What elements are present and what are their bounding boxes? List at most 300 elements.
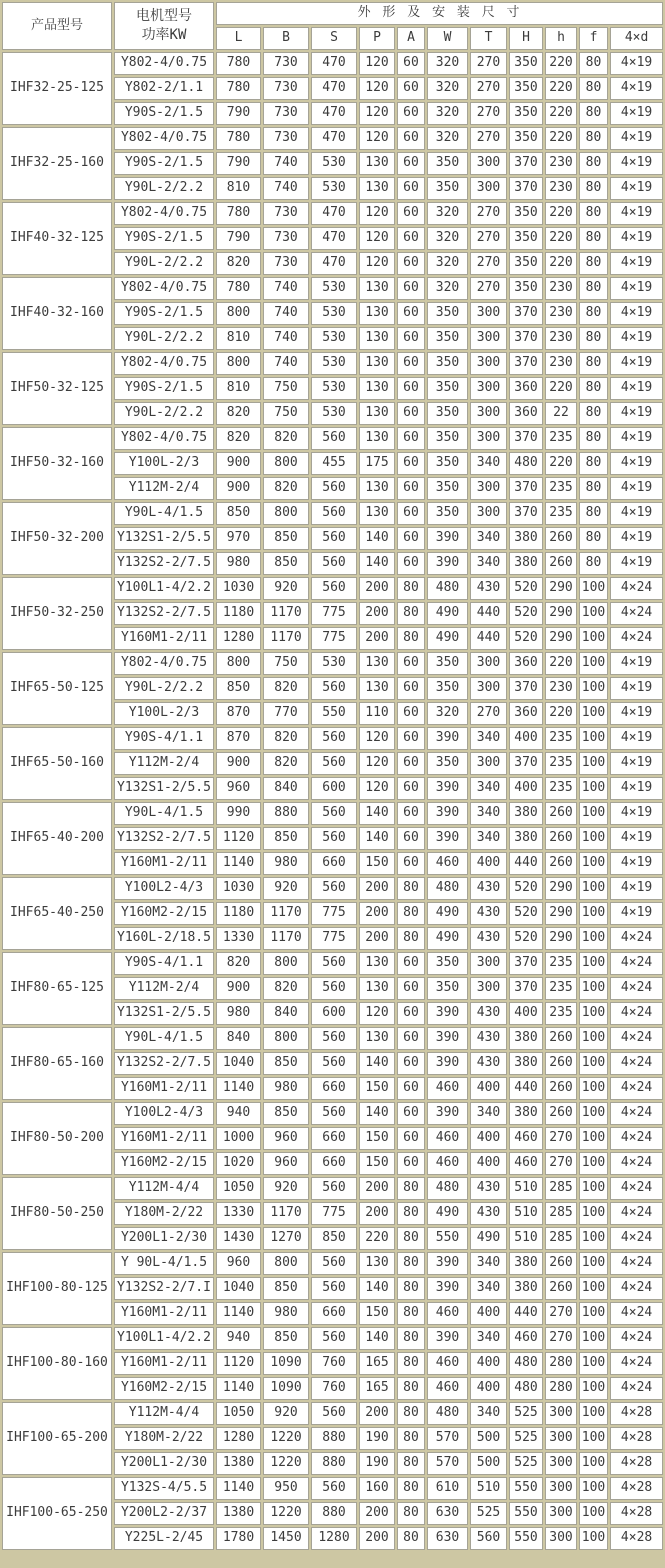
dim-value-cell: 920	[263, 577, 309, 600]
dim-value-cell: 390	[427, 1252, 468, 1275]
dim-value-cell: 150	[359, 1077, 395, 1100]
dim-value-cell: 100	[579, 1127, 608, 1150]
dim-value-cell: 810	[216, 327, 261, 350]
dim-value-cell: 1050	[216, 1177, 261, 1200]
dim-value-cell: 80	[579, 202, 608, 225]
motor-model-cell: Y 90L-4/1.5	[114, 1252, 214, 1275]
dim-value-cell: 80	[579, 352, 608, 375]
dim-value-cell: 235	[545, 777, 577, 800]
dim-value-cell: 4×19	[610, 77, 663, 100]
dim-value-cell: 220	[545, 102, 577, 125]
dim-value-cell: 200	[359, 902, 395, 925]
dim-value-cell: 350	[427, 952, 468, 975]
dim-value-cell: 950	[263, 1477, 309, 1500]
dim-value-cell: 100	[579, 1377, 608, 1400]
dim-value-cell: 380	[509, 1102, 543, 1125]
dim-value-cell: 550	[311, 702, 357, 725]
dim-value-cell: 4×19	[610, 402, 663, 425]
dim-value-cell: 980	[263, 1077, 309, 1100]
motor-model-cell: Y802-4/0.75	[114, 352, 214, 375]
dim-value-cell: 300	[470, 652, 507, 675]
dim-value-cell: 530	[311, 277, 357, 300]
dim-value-cell: 350	[509, 277, 543, 300]
dim-value-cell: 300	[470, 752, 507, 775]
dim-value-cell: 100	[579, 877, 608, 900]
dim-value-cell: 660	[311, 1127, 357, 1150]
dim-value-cell: 60	[397, 677, 425, 700]
dim-value-cell: 4×24	[610, 1102, 663, 1125]
dim-value-cell: 390	[427, 727, 468, 750]
dim-value-cell: 4×24	[610, 1302, 663, 1325]
dim-value-cell: 60	[397, 1077, 425, 1100]
dim-value-cell: 120	[359, 227, 395, 250]
dim-value-cell: 300	[470, 177, 507, 200]
dim-value-cell: 80	[397, 602, 425, 625]
dim-value-cell: 340	[470, 1327, 507, 1350]
dim-value-cell: 4×24	[610, 1227, 663, 1250]
motor-model-cell: Y90S-2/1.5	[114, 377, 214, 400]
dim-value-cell: 80	[579, 527, 608, 550]
dim-value-cell: 100	[579, 1152, 608, 1175]
table-row	[2, 52, 663, 75]
dim-value-cell: 370	[509, 177, 543, 200]
dim-value-cell: 300	[470, 327, 507, 350]
dim-value-cell: 340	[470, 777, 507, 800]
dim-value-cell: 490	[427, 902, 468, 925]
dim-value-cell: 470	[311, 227, 357, 250]
dim-value-cell: 1140	[216, 852, 261, 875]
dim-value-cell: 100	[579, 727, 608, 750]
dim-value-cell: 400	[470, 1077, 507, 1100]
dim-value-cell: 80	[579, 102, 608, 125]
dim-value-cell: 4×19	[610, 752, 663, 775]
motor-model-cell: Y160M1-2/11	[114, 1352, 214, 1375]
dim-value-cell: 1140	[216, 1302, 261, 1325]
dim-value-cell: 60	[397, 777, 425, 800]
dim-value-cell: 60	[397, 127, 425, 150]
dim-value-cell: 840	[263, 777, 309, 800]
dim-value-cell: 370	[509, 977, 543, 1000]
dim-value-cell: 520	[509, 927, 543, 950]
dim-value-cell: 560	[311, 502, 357, 525]
dim-value-cell: 525	[509, 1402, 543, 1425]
dim-value-cell: 390	[427, 1277, 468, 1300]
dim-value-cell: 360	[509, 377, 543, 400]
dim-value-cell: 1040	[216, 1277, 261, 1300]
motor-model-cell: Y90L-2/2.2	[114, 402, 214, 425]
dim-value-cell: 80	[579, 302, 608, 325]
motor-model-cell: Y180M-2/22	[114, 1427, 214, 1450]
dim-value-cell: 1180	[216, 602, 261, 625]
dim-value-cell: 80	[397, 1277, 425, 1300]
dim-value-cell: 220	[545, 377, 577, 400]
product-model-cell: IHF100-80-160	[2, 1327, 112, 1400]
dim-value-cell: 400	[470, 1152, 507, 1175]
dim-value-cell: 390	[427, 1052, 468, 1075]
dim-value-cell: 4×24	[610, 927, 663, 950]
dim-value-cell: 120	[359, 252, 395, 275]
dim-value-cell: 460	[427, 1077, 468, 1100]
dim-value-cell: 130	[359, 427, 395, 450]
dim-value-cell: 775	[311, 927, 357, 950]
dim-value-cell: 1280	[216, 627, 261, 650]
dim-value-cell: 290	[545, 577, 577, 600]
dim-value-cell: 970	[216, 527, 261, 550]
dim-value-cell: 350	[509, 252, 543, 275]
dim-value-cell: 60	[397, 652, 425, 675]
motor-model-cell: Y90S-2/1.5	[114, 227, 214, 250]
dim-value-cell: 140	[359, 827, 395, 850]
dim-value-cell: 790	[216, 102, 261, 125]
dim-value-cell: 1780	[216, 1527, 261, 1550]
dim-value-cell: 820	[216, 252, 261, 275]
dim-value-cell: 4×19	[610, 902, 663, 925]
dim-value-cell: 480	[427, 1177, 468, 1200]
dim-value-cell: 460	[509, 1127, 543, 1150]
dim-value-cell: 4×24	[610, 1352, 663, 1375]
dim-value-cell: 80	[397, 1452, 425, 1475]
dim-value-cell: 130	[359, 402, 395, 425]
dim-value-cell: 800	[263, 452, 309, 475]
dim-value-cell: 730	[263, 77, 309, 100]
dim-value-cell: 4×19	[610, 477, 663, 500]
dim-value-cell: 560	[311, 527, 357, 550]
dim-value-cell: 430	[470, 902, 507, 925]
dim-value-cell: 300	[545, 1502, 577, 1525]
table-row	[2, 1402, 663, 1425]
dim-value-cell: 350	[509, 77, 543, 100]
dim-value-cell: 60	[397, 702, 425, 725]
dim-value-cell: 220	[545, 252, 577, 275]
dim-value-cell: 300	[470, 427, 507, 450]
dim-value-cell: 340	[470, 452, 507, 475]
dim-value-cell: 100	[579, 577, 608, 600]
dim-value-cell: 1050	[216, 1402, 261, 1425]
dim-value-cell: 4×19	[610, 177, 663, 200]
dim-value-cell: 730	[263, 52, 309, 75]
dim-value-cell: 800	[216, 352, 261, 375]
dim-value-cell: 550	[509, 1527, 543, 1550]
dim-value-cell: 400	[470, 1302, 507, 1325]
dim-value-cell: 940	[216, 1327, 261, 1350]
dim-value-cell: 990	[216, 802, 261, 825]
dim-value-cell: 370	[509, 952, 543, 975]
dim-value-cell: 320	[427, 102, 468, 125]
dim-value-cell: 350	[427, 752, 468, 775]
dim-value-cell: 220	[545, 652, 577, 675]
dim-value-cell: 560	[311, 1102, 357, 1125]
dim-value-cell: 470	[311, 52, 357, 75]
dim-value-cell: 220	[545, 702, 577, 725]
dim-value-cell: 730	[263, 127, 309, 150]
product-model-cell: IHF80-65-160	[2, 1027, 112, 1100]
dim-value-cell: 100	[579, 1277, 608, 1300]
table-row	[2, 952, 663, 975]
dim-value-cell: 740	[263, 277, 309, 300]
table-header	[2, 2, 663, 50]
dim-value-cell: 1140	[216, 1077, 261, 1100]
dim-value-cell: 270	[470, 52, 507, 75]
dim-value-cell: 80	[397, 1227, 425, 1250]
dim-value-cell: 840	[216, 1027, 261, 1050]
dim-value-cell: 4×19	[610, 227, 663, 250]
dim-value-cell: 80	[397, 877, 425, 900]
dim-value-cell: 350	[509, 202, 543, 225]
dim-value-cell: 4×19	[610, 652, 663, 675]
header-dim-P: P	[359, 27, 395, 50]
dim-value-cell: 220	[545, 202, 577, 225]
dim-value-cell: 100	[579, 977, 608, 1000]
dim-value-cell: 4×19	[610, 802, 663, 825]
dim-value-cell: 380	[509, 1052, 543, 1075]
dim-value-cell: 820	[263, 977, 309, 1000]
dim-value-cell: 880	[263, 802, 309, 825]
dim-value-cell: 150	[359, 1127, 395, 1150]
dim-value-cell: 320	[427, 52, 468, 75]
dim-value-cell: 390	[427, 527, 468, 550]
dim-value-cell: 100	[579, 902, 608, 925]
dim-value-cell: 750	[263, 377, 309, 400]
dim-value-cell: 200	[359, 1502, 395, 1525]
dim-value-cell: 790	[216, 152, 261, 175]
dim-value-cell: 350	[427, 977, 468, 1000]
motor-model-cell: Y132S2-2/7.5	[114, 552, 214, 575]
dim-value-cell: 1090	[263, 1352, 309, 1375]
dim-value-cell: 100	[579, 1102, 608, 1125]
dim-value-cell: 820	[216, 427, 261, 450]
dim-value-cell: 100	[579, 1077, 608, 1100]
dim-value-cell: 600	[311, 777, 357, 800]
dim-value-cell: 370	[509, 502, 543, 525]
table-row	[2, 877, 663, 900]
dim-value-cell: 370	[509, 352, 543, 375]
dim-value-cell: 300	[470, 977, 507, 1000]
dim-value-cell: 340	[470, 1402, 507, 1425]
dim-value-cell: 235	[545, 977, 577, 1000]
dim-value-cell: 560	[311, 677, 357, 700]
dim-value-cell: 480	[509, 1352, 543, 1375]
dim-value-cell: 100	[579, 827, 608, 850]
dim-value-cell: 4×28	[610, 1452, 663, 1475]
dim-value-cell: 340	[470, 802, 507, 825]
dim-value-cell: 850	[263, 827, 309, 850]
dim-value-cell: 270	[470, 202, 507, 225]
dim-value-cell: 480	[427, 577, 468, 600]
dim-value-cell: 350	[427, 452, 468, 475]
dim-value-cell: 1380	[216, 1502, 261, 1525]
dim-value-cell: 800	[263, 502, 309, 525]
header-motor-line2: 功率KW	[141, 27, 187, 43]
dim-value-cell: 870	[216, 727, 261, 750]
dim-value-cell: 850	[216, 677, 261, 700]
dim-value-cell: 290	[545, 927, 577, 950]
dim-value-cell: 350	[509, 52, 543, 75]
dim-value-cell: 370	[509, 427, 543, 450]
dim-value-cell: 4×19	[610, 377, 663, 400]
dim-value-cell: 200	[359, 1402, 395, 1425]
dim-value-cell: 60	[397, 52, 425, 75]
dim-value-cell: 560	[311, 552, 357, 575]
dim-value-cell: 1280	[216, 1427, 261, 1450]
dim-value-cell: 285	[545, 1202, 577, 1225]
dim-value-cell: 370	[509, 752, 543, 775]
dim-value-cell: 80	[397, 1302, 425, 1325]
dim-value-cell: 455	[311, 452, 357, 475]
dim-value-cell: 1450	[263, 1527, 309, 1550]
dim-value-cell: 370	[509, 302, 543, 325]
dim-value-cell: 1090	[263, 1377, 309, 1400]
dim-value-cell: 4×24	[610, 952, 663, 975]
motor-model-cell: Y112M-2/4	[114, 977, 214, 1000]
dim-value-cell: 80	[579, 177, 608, 200]
dim-value-cell: 780	[216, 127, 261, 150]
dim-value-cell: 4×19	[610, 277, 663, 300]
dim-value-cell: 390	[427, 777, 468, 800]
dim-value-cell: 220	[545, 127, 577, 150]
dim-value-cell: 100	[579, 1452, 608, 1475]
dim-value-cell: 980	[216, 552, 261, 575]
dim-value-cell: 60	[397, 202, 425, 225]
dim-value-cell: 400	[509, 777, 543, 800]
dim-value-cell: 820	[263, 677, 309, 700]
table-row	[2, 427, 663, 450]
dim-value-cell: 350	[427, 477, 468, 500]
dim-value-cell: 80	[579, 77, 608, 100]
product-model-cell: IHF65-50-125	[2, 652, 112, 725]
dim-value-cell: 340	[470, 827, 507, 850]
dim-value-cell: 980	[263, 1302, 309, 1325]
header-dim-W: W	[427, 27, 468, 50]
dim-value-cell: 260	[545, 852, 577, 875]
dim-value-cell: 560	[311, 1027, 357, 1050]
dim-value-cell: 320	[427, 77, 468, 100]
dim-value-cell: 380	[509, 552, 543, 575]
dim-value-cell: 900	[216, 477, 261, 500]
dim-value-cell: 230	[545, 327, 577, 350]
dim-value-cell: 460	[509, 1152, 543, 1175]
dim-value-cell: 400	[470, 852, 507, 875]
motor-model-cell: Y112M-2/4	[114, 477, 214, 500]
dim-value-cell: 285	[545, 1227, 577, 1250]
dim-value-cell: 360	[509, 702, 543, 725]
motor-model-cell: Y200L1-2/30	[114, 1227, 214, 1250]
dim-value-cell: 1170	[263, 627, 309, 650]
motor-model-cell: Y90L-2/2.2	[114, 252, 214, 275]
dim-value-cell: 235	[545, 1002, 577, 1025]
dim-value-cell: 350	[427, 352, 468, 375]
dim-value-cell: 470	[311, 102, 357, 125]
dim-value-cell: 560	[311, 1177, 357, 1200]
dim-value-cell: 960	[216, 1252, 261, 1275]
header-row-top	[2, 2, 663, 25]
dim-value-cell: 140	[359, 1327, 395, 1350]
table-row	[2, 502, 663, 525]
dim-value-cell: 350	[427, 652, 468, 675]
dim-value-cell: 235	[545, 427, 577, 450]
dim-value-cell: 780	[216, 277, 261, 300]
dim-value-cell: 350	[427, 302, 468, 325]
dim-value-cell: 560	[311, 802, 357, 825]
dim-value-cell: 340	[470, 552, 507, 575]
dim-value-cell: 80	[397, 627, 425, 650]
dim-value-cell: 760	[311, 1352, 357, 1375]
dim-value-cell: 200	[359, 927, 395, 950]
dim-value-cell: 430	[470, 1002, 507, 1025]
dim-value-cell: 520	[509, 877, 543, 900]
dim-value-cell: 500	[470, 1452, 507, 1475]
dim-value-cell: 60	[397, 977, 425, 1000]
dim-value-cell: 560	[311, 1402, 357, 1425]
table-row	[2, 727, 663, 750]
dim-value-cell: 1120	[216, 827, 261, 850]
dim-value-cell: 270	[545, 1302, 577, 1325]
motor-model-cell: Y200L1-2/30	[114, 1452, 214, 1475]
dim-value-cell: 770	[263, 702, 309, 725]
product-model-cell: IHF100-65-250	[2, 1477, 112, 1550]
dim-value-cell: 350	[509, 227, 543, 250]
dim-value-cell: 350	[427, 152, 468, 175]
dim-value-cell: 200	[359, 602, 395, 625]
dim-value-cell: 480	[509, 1377, 543, 1400]
dim-value-cell: 1430	[216, 1227, 261, 1250]
dim-value-cell: 730	[263, 252, 309, 275]
dim-value-cell: 60	[397, 1002, 425, 1025]
table-row	[2, 277, 663, 300]
dim-value-cell: 300	[545, 1427, 577, 1450]
dim-value-cell: 60	[397, 227, 425, 250]
dim-value-cell: 320	[427, 127, 468, 150]
dim-value-cell: 390	[427, 1002, 468, 1025]
dim-value-cell: 4×24	[610, 1252, 663, 1275]
product-model-cell: IHF100-80-125	[2, 1252, 112, 1325]
dim-value-cell: 130	[359, 977, 395, 1000]
dim-value-cell: 22	[545, 402, 577, 425]
dim-value-cell: 270	[470, 277, 507, 300]
dim-value-cell: 820	[263, 427, 309, 450]
dim-value-cell: 630	[427, 1527, 468, 1550]
dim-value-cell: 340	[470, 1277, 507, 1300]
header-dim-A: A	[397, 27, 425, 50]
motor-model-cell: Y100L-2/3	[114, 702, 214, 725]
dim-value-cell: 1270	[263, 1227, 309, 1250]
dim-value-cell: 80	[397, 1177, 425, 1200]
dim-value-cell: 220	[545, 77, 577, 100]
dim-value-cell: 4×19	[610, 127, 663, 150]
dim-value-cell: 300	[470, 352, 507, 375]
dim-value-cell: 200	[359, 1202, 395, 1225]
dim-value-cell: 380	[509, 802, 543, 825]
product-model-cell: IHF50-32-160	[2, 427, 112, 500]
motor-model-cell: Y160M2-2/15	[114, 1377, 214, 1400]
dim-value-cell: 100	[579, 1177, 608, 1200]
dim-value-cell: 150	[359, 1152, 395, 1175]
dim-value-cell: 340	[470, 1252, 507, 1275]
dim-value-cell: 820	[263, 477, 309, 500]
table-row	[2, 1102, 663, 1125]
dim-value-cell: 150	[359, 852, 395, 875]
dim-value-cell: 360	[509, 652, 543, 675]
dim-value-cell: 820	[263, 727, 309, 750]
dim-value-cell: 60	[397, 252, 425, 275]
dim-value-cell: 400	[509, 1002, 543, 1025]
dim-value-cell: 60	[397, 502, 425, 525]
dim-value-cell: 235	[545, 752, 577, 775]
dim-value-cell: 130	[359, 152, 395, 175]
dim-value-cell: 100	[579, 1052, 608, 1075]
dim-value-cell: 850	[263, 1327, 309, 1350]
dim-value-cell: 1170	[263, 902, 309, 925]
dim-value-cell: 560	[311, 577, 357, 600]
